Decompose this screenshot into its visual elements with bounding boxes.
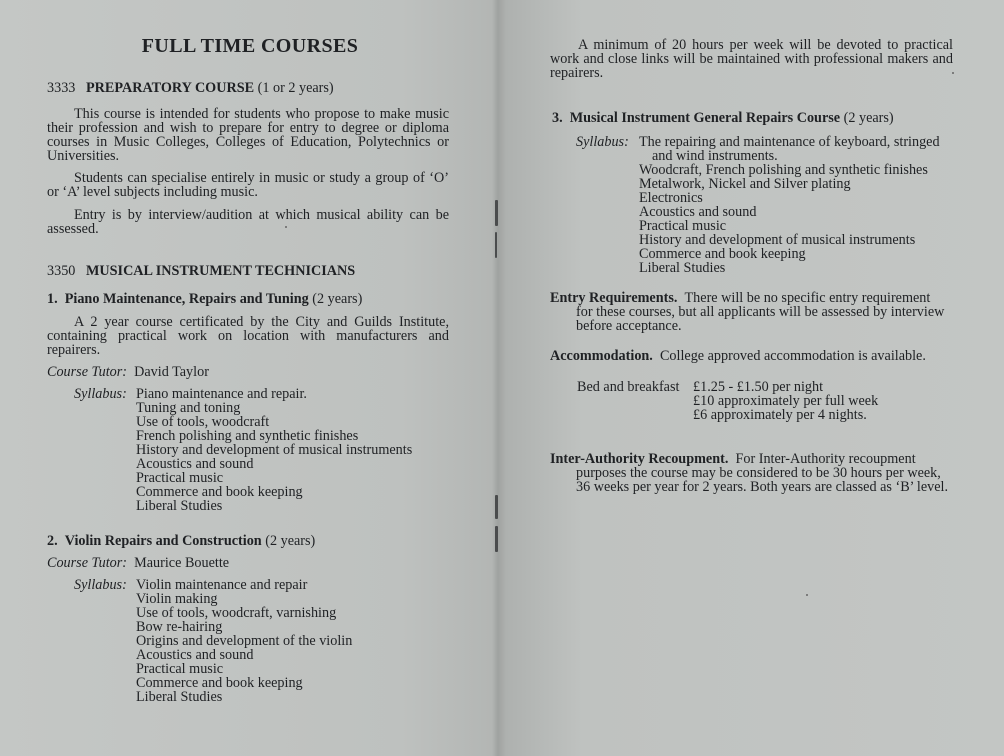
course-name: PREPARATORY COURSE (86, 80, 255, 96)
syllabus-item-continued: and wind instruments. (652, 148, 778, 164)
syllabus-item: Woodcraft, French polishing and synthetic finishes (639, 162, 928, 178)
syllabus-item: Commerce and book keeping (136, 484, 303, 500)
course-1-heading (47, 292, 362, 306)
entry-requirements-line-2: for these courses, but all applicants will be assessed by interview (576, 304, 945, 320)
course-name: Musical Instrument General Repairs Course (569, 110, 841, 126)
recoupment-line-1 (550, 452, 916, 466)
intro-paragraph: A minimum of 20 hours per week will be devoted to practical work and close links will be maintained with professional makers and repairers. (550, 37, 953, 81)
rate-item: £6 approximately per 4 nights. (693, 407, 867, 423)
course-name: Violin Repairs and Construction (64, 533, 262, 549)
syllabus-item: Commerce and book keeping (639, 246, 806, 262)
recoupment-line-2: purposes the course may be considered to be 30 hours per week, (576, 465, 941, 481)
staple-mark (495, 526, 498, 552)
recoupment-line-3: 36 weeks per year for 2 years. Both years are classed as ‘B’ level. (576, 479, 949, 495)
entry-requirements-line-1 (550, 291, 930, 305)
course-duration: (1 or 2 years) (257, 80, 334, 96)
page-title: FULL TIME COURSES (141, 35, 359, 57)
course-1-description: A 2 year course certificated by the City and Guilds Institute, containing practical work on location with manufacturers and repairers. (47, 314, 449, 358)
syllabus-item: Metalwork, Nickel and Silver plating (639, 176, 851, 192)
syllabus-item: History and development of musical instruments (639, 232, 916, 248)
prep-paragraph-3: Entry is by interview/audition at which musical ability can be assessed. (47, 207, 449, 237)
course-name: Piano Maintenance, Repairs and Tuning (64, 291, 309, 307)
syllabus-item: Liberal Studies (136, 689, 223, 705)
syllabus-label: Syllabus: (576, 134, 629, 150)
paper-speck (952, 72, 954, 74)
prep-paragraph-1: This course is intended for students who propose to make music their profession and wish to prepare for entry to degree or diploma courses in Music Colleges, Colleges of Education, Polytechnics or Universities. (47, 106, 449, 164)
syllabus-item: Practical music (136, 470, 224, 486)
syllabus-item: Piano maintenance and repair. (136, 386, 307, 402)
syllabus-item: Commerce and book keeping (136, 675, 303, 691)
section-code: 3350 (47, 263, 76, 279)
course-code: 3333 (47, 80, 76, 96)
course-duration: (2 years) (265, 533, 316, 549)
recoupment-text: For Inter-Authority recoupment (735, 451, 916, 467)
syllabus-item: Practical music (136, 661, 224, 677)
course-number: 1. (47, 291, 58, 307)
syllabus-item: Practical music (639, 218, 727, 234)
syllabus-item: Liberal Studies (136, 498, 223, 514)
mit-heading (47, 264, 355, 278)
syllabus-item: Electronics (639, 190, 703, 206)
accommodation-text: College approved accommodation is available. (659, 348, 926, 364)
course-number: 2. (47, 533, 58, 549)
course-2-heading (47, 534, 315, 548)
tutor-name: Maurice Bouette (134, 555, 230, 571)
course-3-heading (552, 111, 894, 125)
syllabus-item: The repairing and maintenance of keyboard, stringed (639, 134, 940, 150)
syllabus-item: Liberal Studies (639, 260, 726, 276)
syllabus-label: Syllabus: (74, 386, 127, 402)
rate-item: £10 approximately per full week (693, 393, 879, 409)
accommodation-label: Accommodation. (550, 348, 653, 364)
rate-item: £1.25 - £1.50 per night (693, 379, 824, 395)
syllabus-item: Acoustics and sound (136, 647, 254, 663)
syllabus-item: Acoustics and sound (639, 204, 757, 220)
prep-paragraph-2: Students can specialise entirely in music or study a group of ‘O’ or ‘A’ level subjects including music. (47, 170, 449, 200)
course-duration: (2 years) (312, 291, 363, 307)
entry-requirements-line-3: before acceptance. (576, 318, 682, 334)
syllabus-item: Bow re-hairing (136, 619, 223, 635)
syllabus-item: French polishing and synthetic finishes (136, 428, 359, 444)
course-1-tutor (47, 365, 209, 379)
course-number: 3. (552, 110, 563, 126)
entry-text: There will be no specific entry requirement (684, 290, 931, 306)
staple-mark (495, 200, 498, 226)
syllabus-item: Origins and development of the violin (136, 633, 353, 649)
paper-speck (806, 594, 808, 596)
syllabus-item: Acoustics and sound (136, 456, 254, 472)
recoupment-label: Inter-Authority Recoupment. (550, 451, 729, 467)
tutor-label: Course Tutor: (47, 555, 128, 571)
course-2-tutor (47, 556, 229, 570)
syllabus-item: History and development of musical instruments (136, 442, 413, 458)
syllabus-item: Use of tools, woodcraft, varnishing (136, 605, 337, 621)
paper-speck (285, 226, 287, 228)
syllabus-item: Tuning and toning (136, 400, 241, 416)
syllabus-item: Violin making (136, 591, 218, 607)
syllabus-item: Violin maintenance and repair (136, 577, 308, 593)
course-duration: (2 years) (843, 110, 894, 126)
accommodation-line (550, 349, 926, 363)
section-name: MUSICAL INSTRUMENT TECHNICIANS (86, 263, 356, 279)
prep-heading (47, 81, 334, 95)
staple-mark (495, 232, 497, 258)
syllabus-label: Syllabus: (74, 577, 127, 593)
tutor-label: Course Tutor: (47, 364, 128, 380)
entry-label: Entry Requirements. (550, 290, 678, 306)
tutor-name: David Taylor (134, 364, 209, 380)
bed-and-breakfast-label: Bed and breakfast (577, 379, 680, 395)
staple-mark (495, 495, 498, 519)
syllabus-item: Use of tools, woodcraft (136, 414, 270, 430)
